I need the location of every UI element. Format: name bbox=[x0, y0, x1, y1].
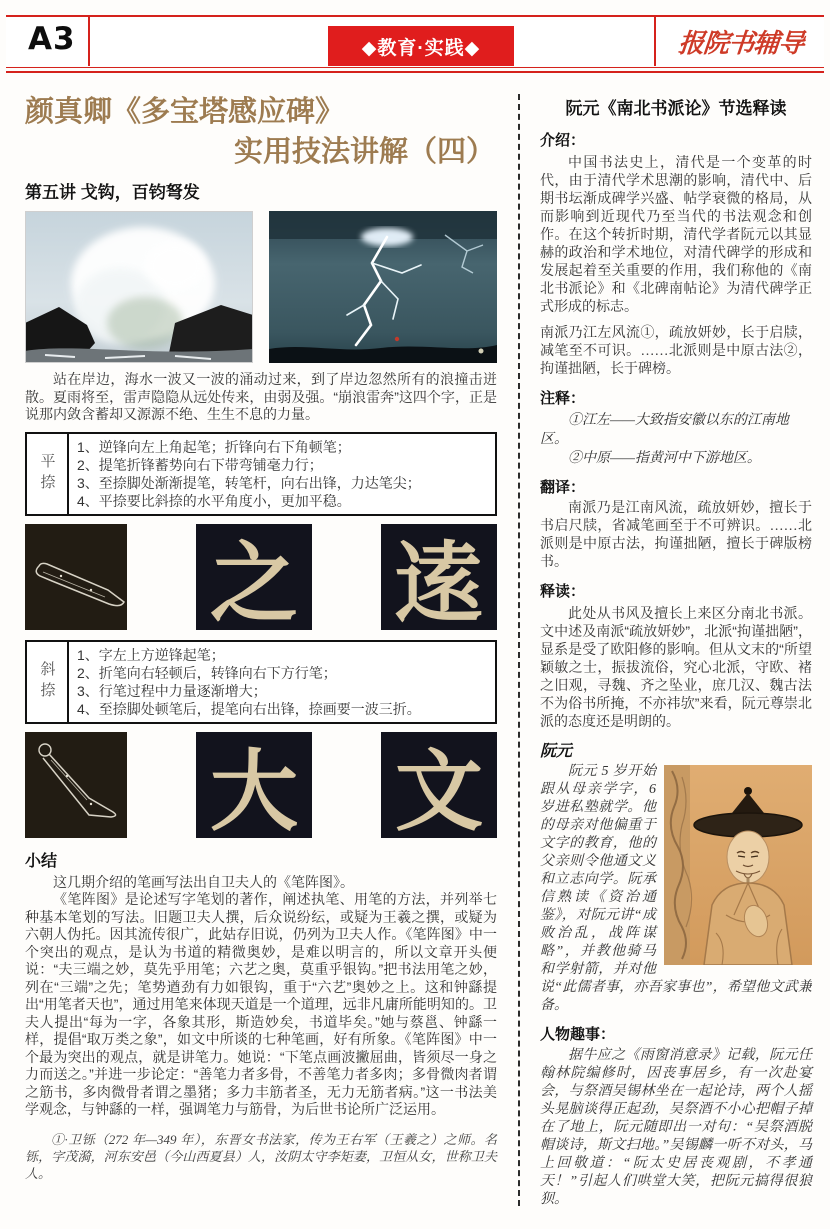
specimen-char-yuan bbox=[381, 524, 497, 630]
notes-label: 注释： bbox=[540, 391, 586, 407]
specimen-char-zhi-glyph: 之 bbox=[209, 530, 298, 630]
wave-photo bbox=[25, 211, 253, 363]
pingna-rules-table bbox=[25, 432, 497, 516]
pingna-rule-4: 4、平捺要比斜捺的水平角度小，更加平稳。 bbox=[77, 492, 351, 509]
left-column bbox=[25, 92, 497, 1195]
slant-stroke-outline-icon bbox=[25, 732, 127, 838]
pingna-rule-1: 1、逆锋向左上角起笔；折锋向右下角顿笔； bbox=[77, 438, 351, 455]
summary-paragraph-2: 《笔阵图》是论述写字笔划的著作，阐述执笔、用笔的方法，并列举七种基本笔划的写法。旧题卫夫人撰，后众说纷纭，或疑为王羲之撰，或疑为六朝人伪托。因其流传很广，此姑存旧说，仍列为卫夫人作。《笔阵图》中一个突出的观点，是认为书道的精微奥妙，是难以明言的，所以文章开头便说：“夫三端之妙，莫先乎用笔；六艺之奥，莫重乎银钩。”把书法用笔之妙，列在“三端”之先；笔势遒劲有力如银钩，重于“六艺”奥妙之上。这和钟繇提出“用笔者天也”，通过用笔来体现天道是一个道理，远非凡庸所能明知的。卫夫人提出“每为一字，各象其形，斯造妙矣，书道毕矣。”她与蔡邕、钟繇一样，提倡“取万类之象”，如文中所谈的七种笔画，好有所象。《笔阵图》中一个最为突出的观点，就是讲笔力。她说：“下笔点画波撇屈曲，皆须尽一身之力而送之。”并进一步论定：“善笔力者多骨，不善笔力者多肉；多骨微肉者谓之筋书，多肉微骨者谓之墨猪；多力丰筋者圣，无力无筋者病。”这一书法美学观念，与钟繇的一样，强调笔力与筋骨，为后世书论所广泛运用。 bbox=[25, 891, 497, 1117]
specimen-char-wen-glyph: 文 bbox=[394, 738, 483, 838]
pingna-rule-2: 2、提笔折锋蓄势向右下带弯铺毫力行； bbox=[77, 456, 323, 473]
xiena-rule-1: 1、字左上方逆锋起笔； bbox=[77, 646, 225, 663]
note-2: ②中原——指黄河中下游地区。 bbox=[568, 451, 761, 466]
section-banner bbox=[328, 26, 514, 66]
ruan-yuan-portrait-graphic bbox=[664, 765, 812, 965]
summary-paragraph-1: 这几期介绍的笔画写法出自卫夫人的《笔阵图》。 bbox=[53, 873, 354, 890]
masthead-logo: 报院书辅导 bbox=[676, 29, 805, 59]
biography-section bbox=[540, 763, 812, 1015]
photo-row bbox=[25, 211, 497, 363]
specimen-char-da bbox=[196, 732, 312, 838]
xiena-rule-2: 2、折笔向右轻顿后，转锋向右下方行笔； bbox=[77, 664, 337, 681]
section-banner-label: ◆教育·实践◆ bbox=[361, 37, 481, 59]
page-header bbox=[6, 17, 824, 66]
xiena-label: 斜捺 bbox=[27, 642, 69, 722]
page-number: A3 bbox=[28, 21, 76, 57]
biography-text: 阮元 5 岁开始跟从母亲学字，6 岁进私塾就学。他的母亲对他偏重于文字的教育，他的父亲则令他通文义和立志向学。阮承信熟读《资治通鉴》，对阮元讲“成败治乱，战阵谋略”，并教他骑马和学射箭，并对他说“此儒者事，亦吾家事也”，希望他文武兼备。 bbox=[540, 764, 812, 1013]
header-divider-right bbox=[654, 17, 656, 66]
anecdote-label: 人物趣事： bbox=[540, 1027, 616, 1043]
right-article-title: 阮元《南北书派论》节选释读 bbox=[565, 99, 787, 118]
translation-text: 南派乃是江南风流，疏放妍妙，擅长于书启尺牍，省减笔画至于不可辨识。……北派则是中原古法，拘谨拙陋，擅长于碑版榜书。 bbox=[540, 501, 812, 570]
calligraphy-row-2 bbox=[25, 732, 497, 838]
lightning-photo bbox=[269, 211, 497, 363]
right-column bbox=[540, 94, 812, 1209]
xiena-rule-4: 4、至捺脚处顿笔后，提笔向右出锋，捺画要一波三折。 bbox=[77, 700, 421, 717]
specimen-char-yuan-glyph: 逺 bbox=[394, 530, 483, 630]
lightning-photo-graphic bbox=[269, 211, 497, 363]
intro-paragraph: 站在岸边，海水一波又一波的涌动过来，到了岸边忽然所有的浪撞击迸散。夏雨将至，雷声隐隐从远处传来，由弱及强。“崩浪雷奔”这四个字，正是说那内敛含蓄却又源源不绝、生生不息的力量。 bbox=[25, 371, 497, 422]
anecdote-section bbox=[540, 1023, 812, 1209]
note-1: ①江左——大致指安徽以东的江南地区。 bbox=[540, 413, 789, 447]
biography-heading: 阮元 bbox=[540, 743, 573, 760]
interpretation-label: 释读： bbox=[540, 584, 586, 600]
xiena-rule-3: 3、行笔过程中力量逐渐增大； bbox=[77, 682, 267, 699]
ruan-yuan-portrait bbox=[664, 765, 812, 965]
intro-text: 中国书法史上，清代是一个变革的时代，由于清代学术思潮的影响，清代中、后期书坛渐成碑学兴盛、帖学衰微的格局，从而影响到近现代乃至当代的书法观念和创作。在这个转折时期，清代学者阮元以其显赫的政治和学术地位，对清代碑学的形成和发展起着至关重要的作用，我们称他的《南北书派论》和《北碑南帖论》为清代碑学正式形成的标志。 bbox=[540, 154, 812, 314]
xiena-rules-table bbox=[25, 640, 497, 724]
summary-heading: 小结 bbox=[25, 852, 58, 870]
translation-label: 翻译： bbox=[540, 480, 586, 496]
xiena-rule-lines bbox=[69, 642, 495, 722]
anecdote-text: 据牛应之《雨窗消意录》记载，阮元任翰林院编修时，因丧事居乡，有一次赴宴会，与祭酒吴锡林坐在一起论诗，两个人摇头晃脑谈得正起劲，吴祭酒不小心把帽子掉在了地上，阮元随即出一对句：“吴祭酒脱帽谈诗，斯文扫地。”吴锡麟一听不对头，马上回敬道：“阮太史居丧观剧，不孝通天！”引起人们哄堂大笑，把阮元搞得很狼狈。 bbox=[540, 1048, 812, 1207]
calligraphy-row-1 bbox=[25, 524, 497, 630]
interpretation-text: 此处从书风及擅长上来区分南北书派。文中述及南派“疏放妍妙”，北派“拘谨拙陋”，显系是受了欧阳修的影响。但从文末的“所望颖敏之士，振拔流俗，究心北派，守欧、褚之旧观，寻魏、齐之坠业，庶几汉、魏古法不为俗书所掩，不亦祎欤”来看，阮元尊崇北派的态度还是明朗的。 bbox=[540, 605, 812, 729]
specimen-char-da-glyph: 大 bbox=[209, 738, 298, 838]
lecture-subtitle: 第五讲 戈钩，百钧弩发 bbox=[25, 183, 200, 202]
specimen-char-wen bbox=[381, 732, 497, 838]
flat-stroke-outline-icon bbox=[25, 524, 127, 630]
intro-label: 介绍： bbox=[540, 133, 586, 149]
wave-photo-graphic bbox=[25, 211, 253, 363]
footnote-weishuo: ①·卫铄（272 年—349 年），东晋女书法家，传为王右军（王羲之）之师。名铄，字茂漪，河东安邑（今山西夏县）人，汝阴太守李矩妻，卫恒从女，世称卫夫人。 bbox=[25, 1131, 497, 1181]
pingna-rule-3: 3、至捺脚处渐渐提笔，转笔杆，向右出锋，力达笔尖； bbox=[77, 474, 421, 491]
pingna-label: 平捺 bbox=[27, 434, 69, 514]
specimen-char-zhi bbox=[196, 524, 312, 630]
article-title-line2: 实用技法讲解（四） bbox=[233, 136, 495, 168]
pingna-rule-lines bbox=[69, 434, 495, 514]
source-quote: 南派乃江左风流①，疏放妍妙，长于启牍，减笔至不可识。……北派则是中原古法②，拘谨拙陋，长于碑榜。 bbox=[540, 326, 812, 377]
column-divider bbox=[518, 94, 520, 1206]
header-rule-thin bbox=[6, 67, 824, 68]
article-title bbox=[25, 92, 497, 172]
xiena-stroke-diagram bbox=[25, 732, 127, 838]
header-rule-thick bbox=[6, 71, 824, 73]
article-title-line1: 颜真卿《多宝塔感应碑》 bbox=[25, 96, 345, 128]
pingna-stroke-diagram bbox=[25, 524, 127, 630]
header-divider-left bbox=[88, 17, 90, 66]
